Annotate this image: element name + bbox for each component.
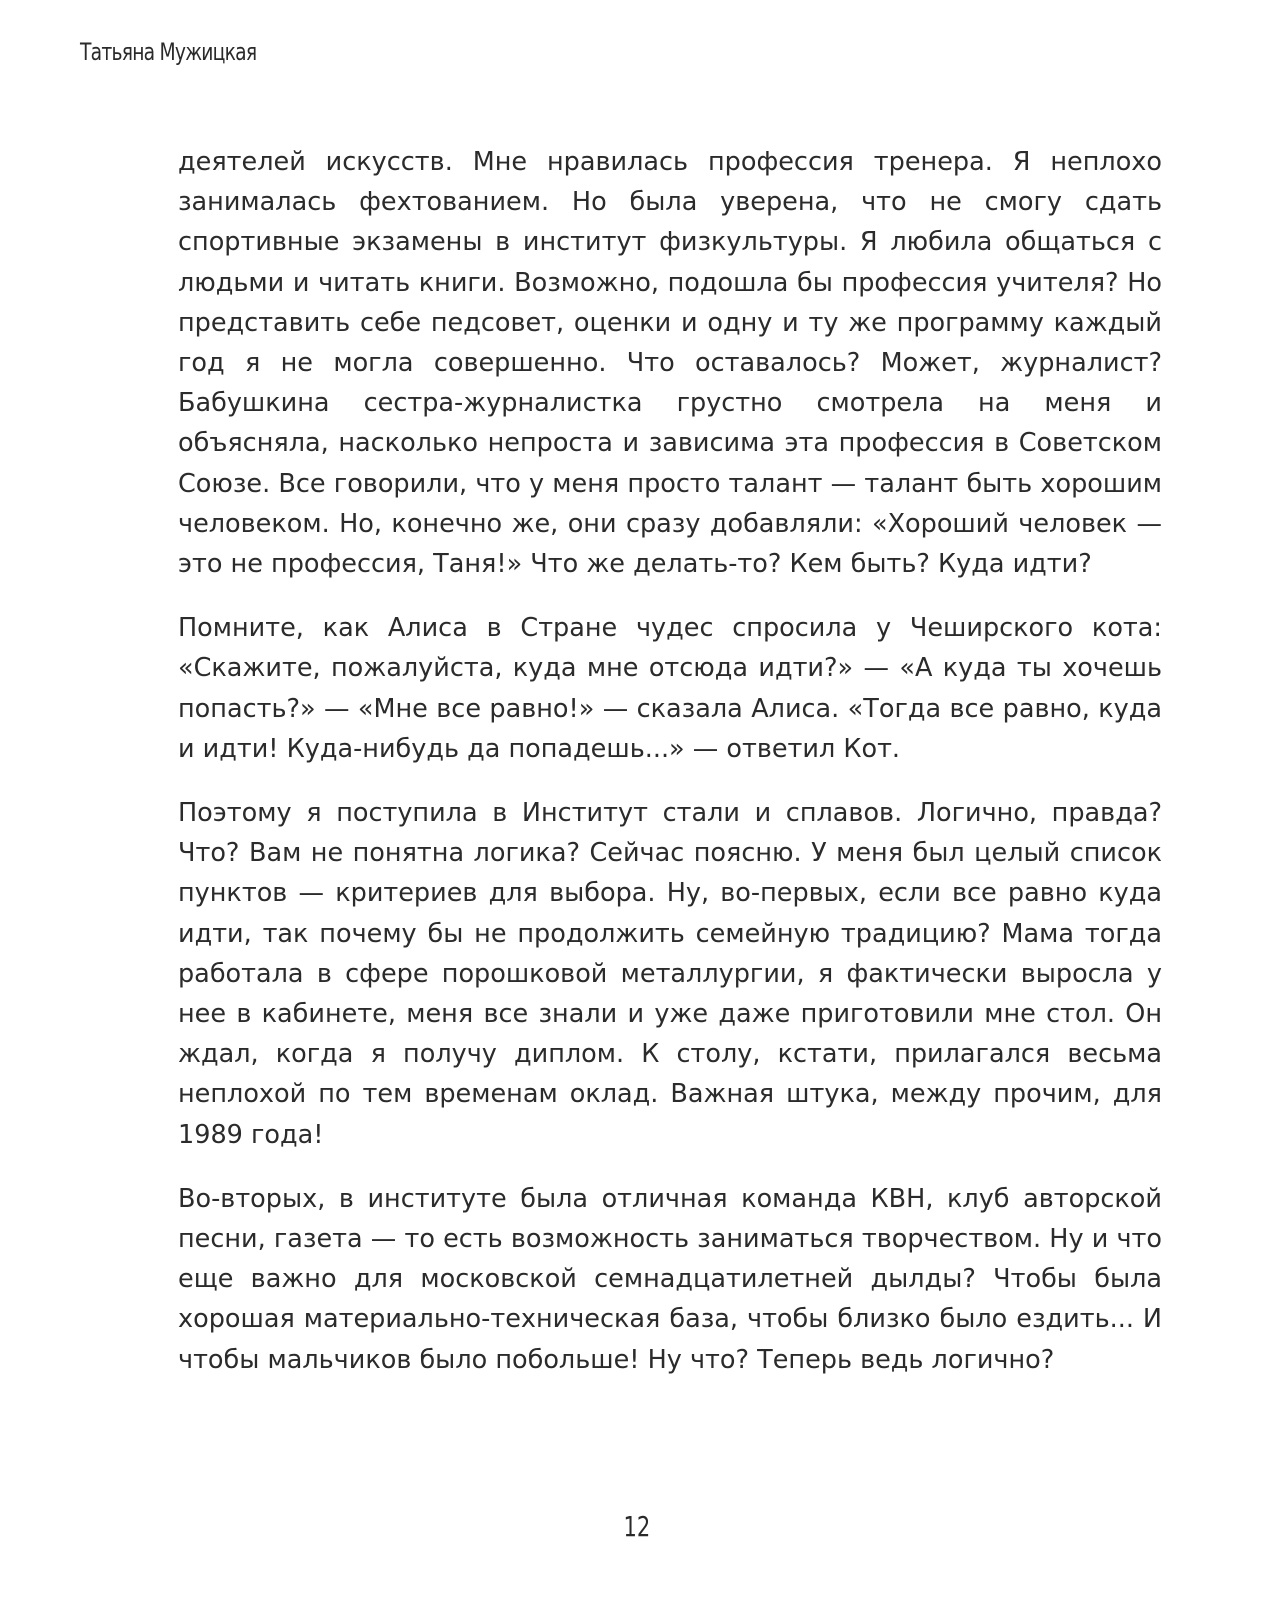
page-number-footer	[0, 1510, 1274, 1543]
paragraph-1: деятелей искусств. Мне нравилась профессия тренера. Я неплохо занималась фехтованием. Но была уверена, что не смогу сдать спортивные экзамены в институт физкультуры. Я любила общаться с людьми и читать книги. Возможно, подошла бы профессия учителя? Но представить себе педсовет, оценки и одну и ту же программу каждый год я не могла совершенно. Что оставалось? Может, журналист? Бабушкина сестра-журналистка грустно смотрела на меня и объясняла, насколько непроста и зависима эта профессия в Советском Союзе. Все говорили, что у меня просто талант — талант быть хорошим человеком. Но, конечно же, они сразу добавляли: «Хороший человек — это не профессия, Таня!» Что же делать-то? Кем быть? Куда идти?	[178, 147, 1162, 580]
paragraph-2: Помните, как Алиса в Стране чудес спросила у Чеширского кота: «Скажите, пожалуйста, куда мне отсюда идти?» — «А куда ты хочешь попасть?» — «Мне все равно!» — сказала Алиса. «Тогда все равно, куда и идти! Куда-нибудь да попадешь...» — ответил Кот.	[178, 613, 1162, 764]
paragraph-4: Во-вторых, в институте была отличная команда КВН, клуб авторской песни, газета — то есть возможность заниматься творчеством. Ну и что еще важно для московской семнадцатилетней дылды? Чтобы была хорошая материально-техническая база, чтобы близко было ездить... И чтобы мальчиков было побольше! Ну что? Теперь ведь логично?	[178, 1183, 1162, 1375]
page-number: 12	[623, 1510, 651, 1543]
page-body	[178, 142, 1162, 1404]
running-head-author: Татьяна Мужицкая	[80, 38, 257, 66]
paragraph-3: Поэтому я поступила в Институт стали и сплавов. Логично, правда? Что? Вам не понятна логика? Сейчас поясню. У меня был целый список пунктов — критериев для выбора. Ну, во-первых, если все равно куда идти, так почему бы не продолжить семейную традицию? Мама тогда работала в сфере порошковой металлургии, я фактически выросла у нее в кабинете, меня все знали и уже даже приготовили мне стол. Он ждал, когда я получу диплом. К столу, кстати, прилагался весьма неплохой по тем временам оклад. Важная штука, между прочим, для 1989 года!	[178, 798, 1162, 1150]
